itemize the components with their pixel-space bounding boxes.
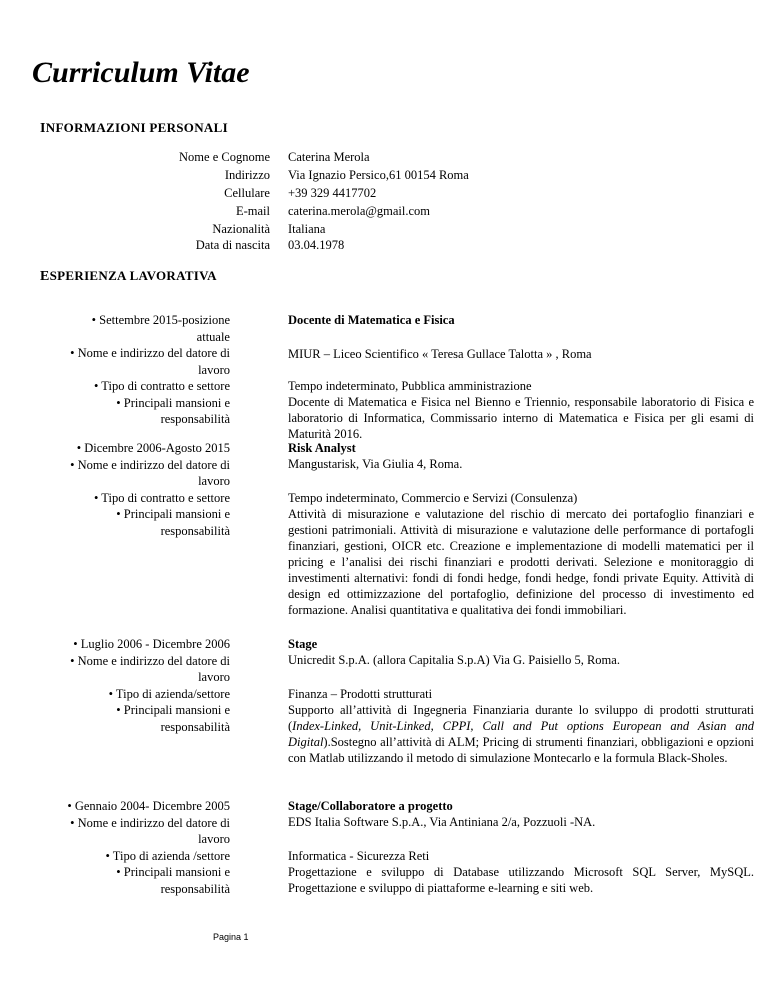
info-row-address [40,168,728,186]
description-text: Supporto all’attività di Ingegneria Finanziaria durante lo sviluppo di prodotti strutturati ( [288,703,754,733]
entry-labels [40,798,230,897]
entry-description: Docente di Matematica e Fisica nel Bienno e Triennio, responsabile laboratorio di Fisica e laboratorio di Informatica, Commissario interno di Matematica e Fisica per gli esami di Maturità 2016. [288,395,754,441]
entry-role: Stage/Collaboratore a progetto [288,799,453,813]
entry-contract-type: Tempo indeterminato, Pubblica amministrazione [288,379,532,393]
info-value: Italiana [288,222,326,236]
entry-employer: Mangustarisk, Via Giulia 4, Roma. [288,457,463,471]
info-row-phone [40,186,728,204]
info-row-email [40,204,728,222]
entry-label: lavoro [198,474,230,488]
entry-label: • Nome e indirizzo del datore di [70,346,230,360]
entry-label: lavoro [198,670,230,684]
entry-employer: MIUR – Liceo Scientifico « Teresa Gullace Talotta » , Roma [288,347,592,361]
entry-label: lavoro [198,362,230,377]
entry-label: responsabilità [160,719,230,734]
info-row-birthdate [40,238,728,256]
section-experience-heading [40,268,217,285]
heading-rest: SPERIENZA LAVORATIVA [49,268,217,283]
entry-label: responsabilità [160,412,230,426]
entry-details [288,440,754,618]
info-label: Data di nascita [195,238,270,252]
entry-label: • Principali mansioni e [116,865,230,879]
info-value: +39 329 4417702 [288,186,377,200]
entry-role: Risk Analyst [288,441,356,455]
info-value: Caterina Merola [288,150,370,164]
entry-label: • Tipo di azienda /settore [105,848,230,863]
entry-label: • Principali mansioni e [116,395,230,410]
entry-label: attuale [196,329,230,344]
info-label: Nome e Cognome [179,150,270,164]
entry-description [288,702,754,766]
entry-employer: Unicredit S.p.A. (allora Capitalia S.p.A) Via G. Paisiello 5, Roma. [288,653,620,667]
entry-description: Progettazione e sviluppo di Database utilizzando Microsoft SQL Server, MySQL. Progettazione e sviluppo di piattaforme e-learning e siti web. [288,865,754,895]
section-personal-info-heading [40,120,228,137]
entry-label: • Tipo di azienda/settore [108,686,230,701]
entry-label: • Tipo di contratto e settore [94,490,230,505]
entry-labels [40,636,230,735]
entry-contract-type: Tempo indeterminato, Commercio e Servizi (Consulenza) [288,491,578,505]
info-label: E-mail [235,204,270,218]
heading-initial: E [40,269,50,284]
experience-entry [40,440,754,620]
entry-label: • Nome e indirizzo del datore di [70,457,230,472]
entry-contract-type: Finanza – Prodotti strutturati [288,687,433,701]
info-value: Via Ignazio Persico,61 00154 Roma [288,168,469,182]
experience-entry [40,312,754,442]
entry-label: responsabilità [160,881,230,896]
heading-rest: NFORMAZIONI PERSONALI [45,120,228,135]
entry-details [288,636,754,766]
page-number: Pagina 1 [213,932,249,942]
entry-label: • Nome e indirizzo del datore di [70,815,230,830]
entry-label: • Settembre 2015-posizione [91,313,230,327]
experience-entry [40,798,754,898]
entry-role: Stage [288,637,318,651]
info-value: caterina.merola@gmail.com [288,204,431,218]
entry-label: • Luglio 2006 - Dicembre 2006 [73,637,230,651]
document-title: Curriculum Vitae [32,56,250,89]
entry-label: • Nome e indirizzo del datore di [70,653,230,668]
info-label: Indirizzo [224,168,270,182]
entry-labels [40,312,230,428]
entry-employer: EDS Italia Software S.p.A., Via Antiniana 2/a, Pozzuoli -NA. [288,815,596,829]
entry-details [288,312,754,442]
entry-label: • Gennaio 2004- Dicembre 2005 [67,799,230,813]
info-row-name [40,150,728,168]
info-value: 03.04.1978 [288,238,345,252]
entry-labels [40,440,230,539]
description-italic-text: Index-Linked, Unit-Linked, CPPI, Call and Put options European and Asian and Digital [288,719,754,749]
entry-details [288,798,754,896]
entry-label: • Tipo di contratto e settore [94,379,230,393]
experience-entry [40,636,754,776]
heading-initial: I [40,121,46,136]
info-label: Nazionalità [212,222,270,236]
description-text: ).Sostegno all’attività di ALM; Pricing di strumenti finanziari, obbligazioni e opzioni con Matlab utilizzando il metodo di simulazione Montecarlo e la formula Black-Sholes. [288,735,754,765]
info-label: Cellulare [224,186,270,200]
entry-role: Docente di Matematica e Fisica [288,313,455,327]
entry-label: • Principali mansioni e [116,703,230,717]
entry-description: Attività di misurazione e valutazione del rischio di mercato dei portafoglio finanziari e gestioni patrimoniali. Attività di misurazione e valutazione delle performance di portafogli finanziari, gestioni, OICR etc. Creazione e implementazione di modelli matematici per il pricing e l’analisi dei rischi finanziari e prodotti derivati. Selezione e monitoraggio di investimenti alternativi: fondi di fondi hedge, fondi hedge, fondi private Equity. Attività di design ed ottimizzazione del portafoglio, definizione del processo di investimento ed formazione. Analisi quantitativa e qualitativa dei fondi immobiliari. [288,507,754,617]
entry-label: • Dicembre 2006-Agosto 2015 [76,441,230,455]
entry-label: lavoro [198,832,230,846]
entry-contract-type: Informatica - Sicurezza Reti [288,849,430,863]
entry-label: responsabilità [160,523,230,538]
entry-label: • Principali mansioni e [116,507,230,521]
